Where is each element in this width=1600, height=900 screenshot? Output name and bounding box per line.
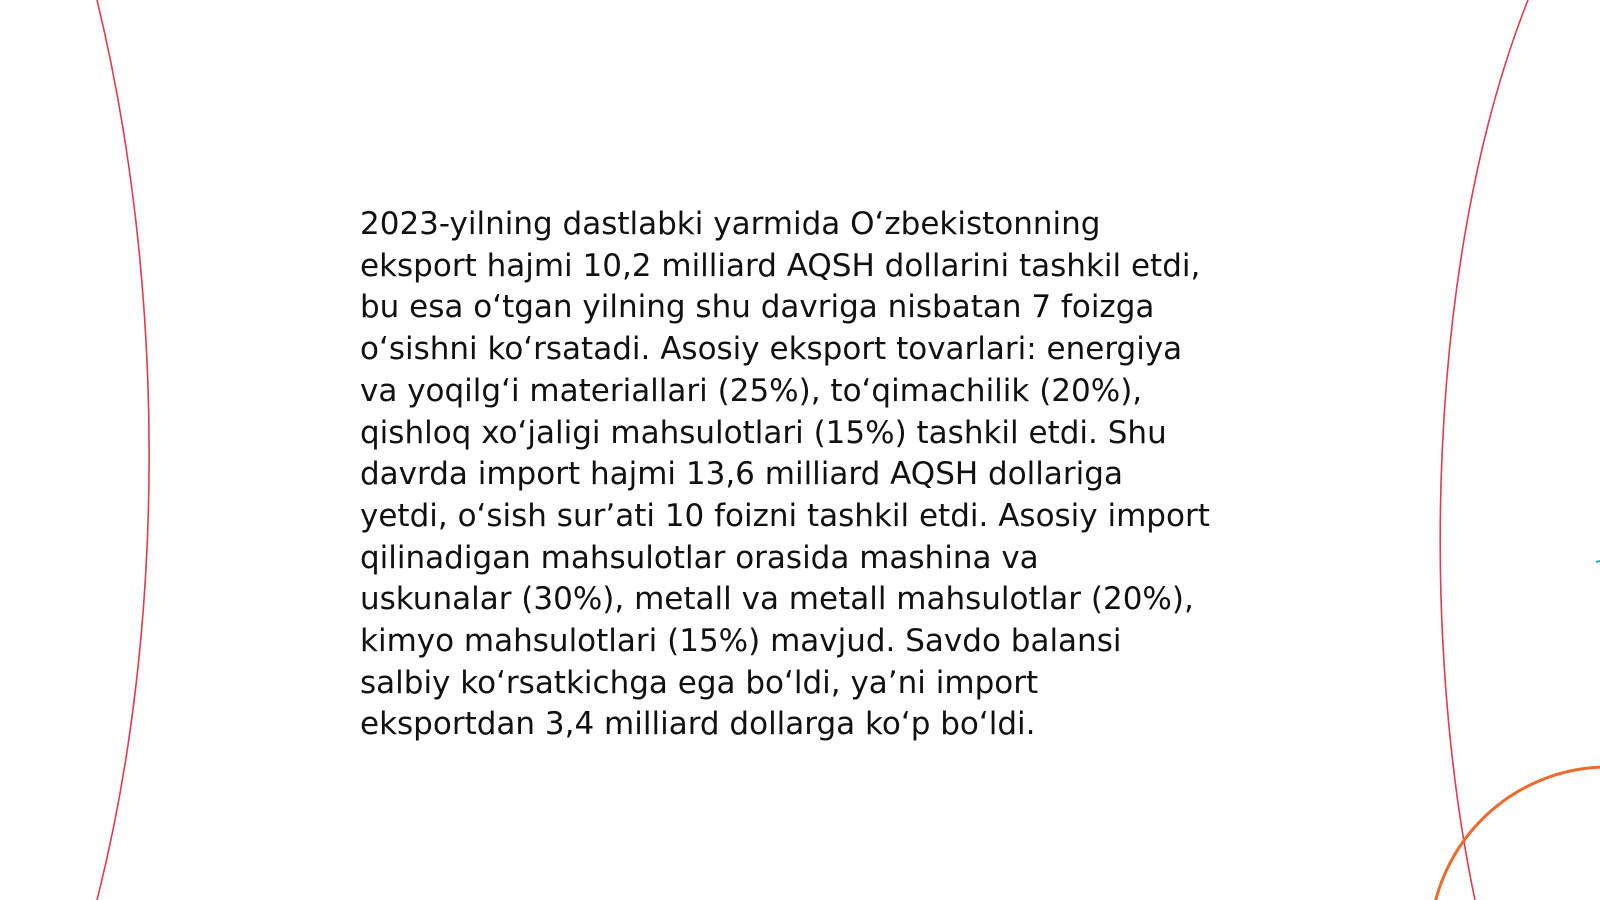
left-curve <box>97 0 149 900</box>
body-line: o‘sishni ko‘rsatadi. Asosiy eksport tovarlari: energiya <box>360 331 1183 368</box>
edge-accent-mark <box>1596 561 1600 562</box>
body-line: eksport hajmi 10,2 milliard AQSH dollarini tashkil etdi, <box>360 247 1201 284</box>
body-paragraph <box>360 204 1260 746</box>
body-line: qilinadigan mahsulotlar orasida mashina va <box>360 539 1039 576</box>
body-line: bu esa o‘tgan yilning shu davriga nisbatan 7 foizga <box>360 289 1155 326</box>
body-line: uskunalar (30%), metall va metall mahsulotlar (20%), <box>360 581 1194 618</box>
body-line: qishloq xo‘jaligi mahsulotlari (15%) tashkil etdi. Shu <box>360 414 1167 451</box>
body-line: va yoqilg‘i materiallari (25%), to‘qimachilik (20%), <box>360 372 1143 409</box>
body-line: yetdi, o‘sish sur’ati 10 foizni tashkil etdi. Asosiy import <box>360 497 1210 534</box>
body-line: kimyo mahsulotlari (15%) mavjud. Savdo balansi <box>360 623 1122 660</box>
body-line: 2023-yilning dastlabki yarmida O‘zbekistonning <box>360 206 1101 242</box>
body-line: salbiy ko‘rsatkichga ega bo‘ldi, ya’ni import <box>360 664 1039 701</box>
body-line: eksportdan 3,4 milliard dollarga ko‘p bo‘ldi. <box>360 706 1036 743</box>
right-curve <box>1440 0 1528 900</box>
body-line: davrda import hajmi 13,6 milliard AQSH dollariga <box>360 456 1123 493</box>
